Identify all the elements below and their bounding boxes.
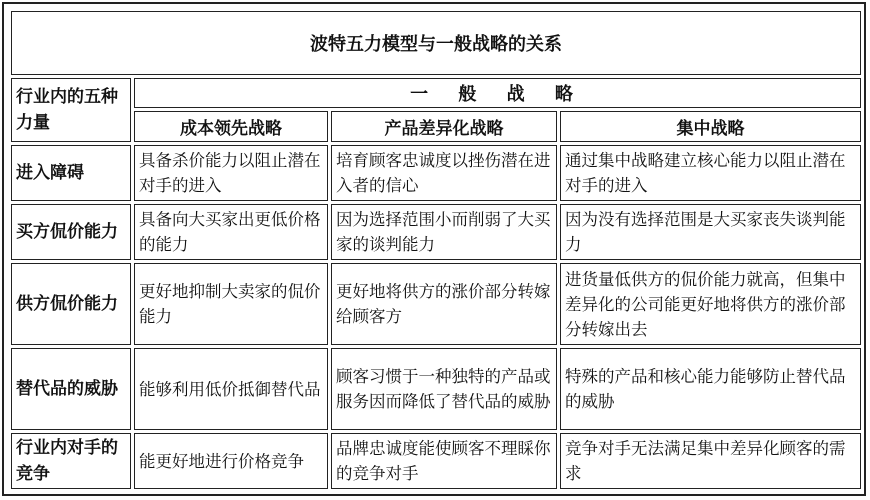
table-cell: 特殊的产品和核心能力能够防止替代品的威胁 [560,348,861,430]
force-label: 替代品的威胁 [11,348,131,430]
table-frame [2,2,866,496]
table-row [11,433,861,489]
general-strategy-header: 一 般 战 略 [134,78,861,108]
table-cell: 具备向大买家出更低价格的能力 [134,204,328,260]
table-cell: 进货量低供方的侃价能力就高，但集中差异化的公司能更好地将供方的涨价部分转嫁出去 [560,263,861,345]
force-label: 行业内对手的竞争 [11,433,131,489]
table-cell: 竞争对手无法满足集中差异化顾客的需求 [560,433,861,489]
force-label: 供方侃价能力 [11,263,131,345]
table-cell: 能更好地进行价格竞争 [134,433,328,489]
table-row [11,204,861,260]
table-row [11,263,861,345]
table-cell: 因为选择范围小而削弱了大买家的谈判能力 [331,204,557,260]
table-cell: 具备杀价能力以阻止潜在对手的进入 [134,145,328,201]
strategy-table [8,8,864,492]
table-cell: 品牌忠诚度能使顾客不理睬你的竞争对手 [331,433,557,489]
table-row [11,145,861,201]
column-header-cost-leadership: 成本领先战略 [134,111,328,142]
table-row [11,348,861,430]
table-cell: 通过集中战略建立核心能力以阻止潜在对手的进入 [560,145,861,201]
corner-header: 行业内的五种力量 [11,78,131,142]
table-cell: 顾客习惯于一种独特的产品或服务因而降低了替代品的威胁 [331,348,557,430]
column-header-differentiation: 产品差异化战略 [331,111,557,142]
table-cell: 更好地将供方的涨价部分转嫁给顾客方 [331,263,557,345]
table-cell: 培育顾客忠诚度以挫伤潜在进入者的信心 [331,145,557,201]
force-label: 进入障碍 [11,145,131,201]
force-label: 买方侃价能力 [11,204,131,260]
table-cell: 因为没有选择范围是大买家丧失谈判能力 [560,204,861,260]
table-title: 波特五力模型与一般战略的关系 [11,11,861,75]
column-header-focus: 集中战略 [560,111,861,142]
table-cell: 更好地抑制大卖家的侃价能力 [134,263,328,345]
table-cell: 能够利用低价抵御替代品 [134,348,328,430]
